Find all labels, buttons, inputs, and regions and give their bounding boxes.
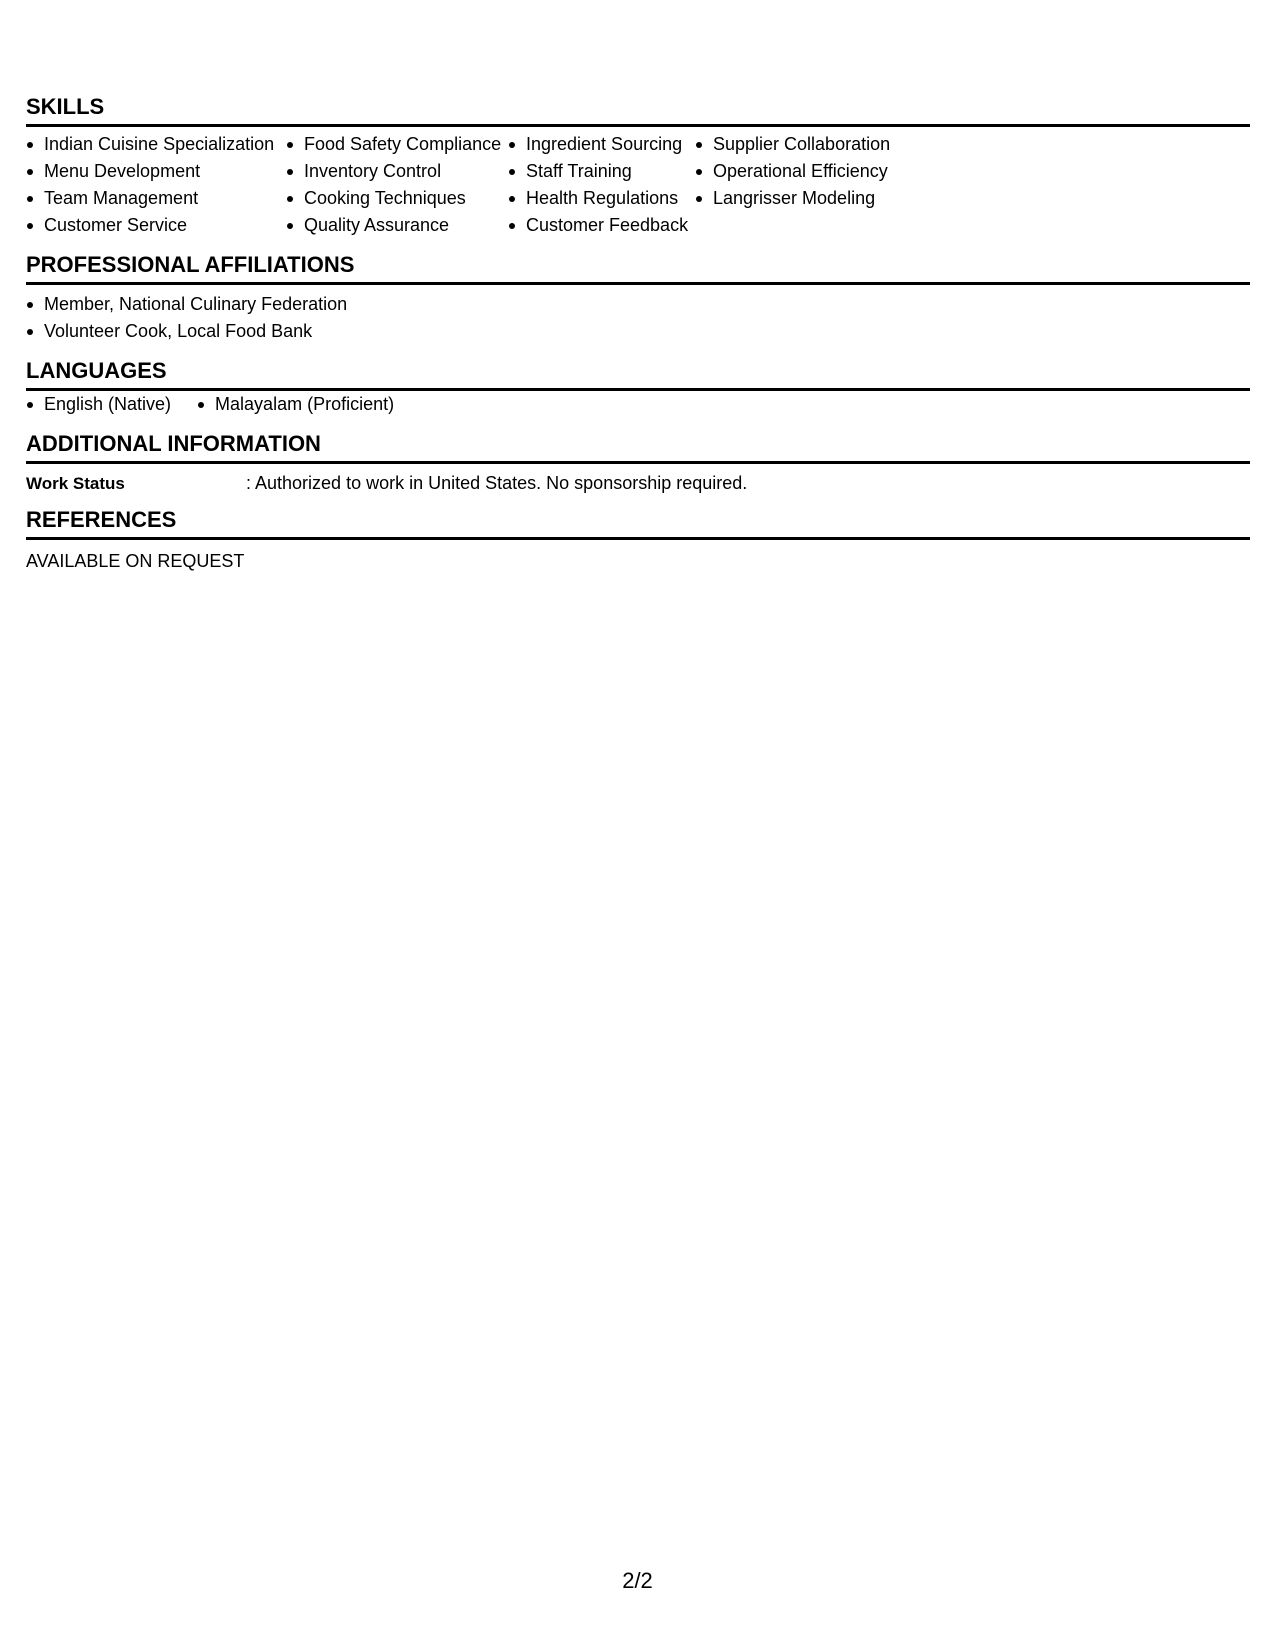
skill-item: Staff Training [508, 158, 695, 185]
references-section [26, 507, 1250, 575]
skill-item: Food Safety Compliance [286, 131, 508, 158]
work-status-label: Work Status [26, 474, 125, 493]
skill-item: Team Management [26, 185, 286, 212]
references-text: AVAILABLE ON REQUEST [26, 551, 245, 571]
work-status-value: : Authorized to work in United States. No sponsorship required. [246, 473, 748, 493]
skill-item: Health Regulations [508, 185, 695, 212]
skill-item: Langrisser Modeling [695, 185, 915, 212]
resume-page [26, 94, 1250, 575]
skill-item: Quality Assurance [286, 212, 508, 239]
skills-column-2 [286, 131, 508, 239]
additional-info-section [26, 431, 1250, 497]
affiliation-item: Member, National Culinary Federation [26, 291, 1250, 318]
affiliation-item: Volunteer Cook, Local Food Bank [26, 318, 1250, 345]
page-number: 2/2 [622, 1568, 653, 1593]
skill-item: Menu Development [26, 158, 286, 185]
skill-item: Customer Service [26, 212, 286, 239]
skill-item: Indian Cuisine Specialization [26, 131, 286, 158]
skill-item: Inventory Control [286, 158, 508, 185]
skills-heading: SKILLS [26, 94, 1250, 127]
language-item: Malayalam (Proficient) [197, 391, 394, 418]
skill-item: Customer Feedback [508, 212, 695, 239]
language-item: English (Native) [26, 391, 171, 418]
skill-item: Ingredient Sourcing [508, 131, 695, 158]
additional-info-heading: ADDITIONAL INFORMATION [26, 431, 1250, 464]
skills-section [26, 94, 1250, 239]
skill-item: Operational Efficiency [695, 158, 915, 185]
references-heading: REFERENCES [26, 507, 1250, 540]
languages-heading: LANGUAGES [26, 358, 1250, 391]
affiliations-list [26, 285, 1250, 345]
affiliations-heading: PROFESSIONAL AFFILIATIONS [26, 252, 1250, 285]
work-status-row [26, 464, 1250, 497]
skill-item: Supplier Collaboration [695, 131, 915, 158]
languages-section [26, 358, 1250, 418]
skills-column-4 [695, 131, 915, 239]
languages-list [26, 391, 1250, 418]
affiliations-section [26, 252, 1250, 345]
skill-item: Cooking Techniques [286, 185, 508, 212]
skills-column-1 [26, 131, 286, 239]
skills-column-3 [508, 131, 695, 239]
skills-grid [26, 127, 1250, 239]
